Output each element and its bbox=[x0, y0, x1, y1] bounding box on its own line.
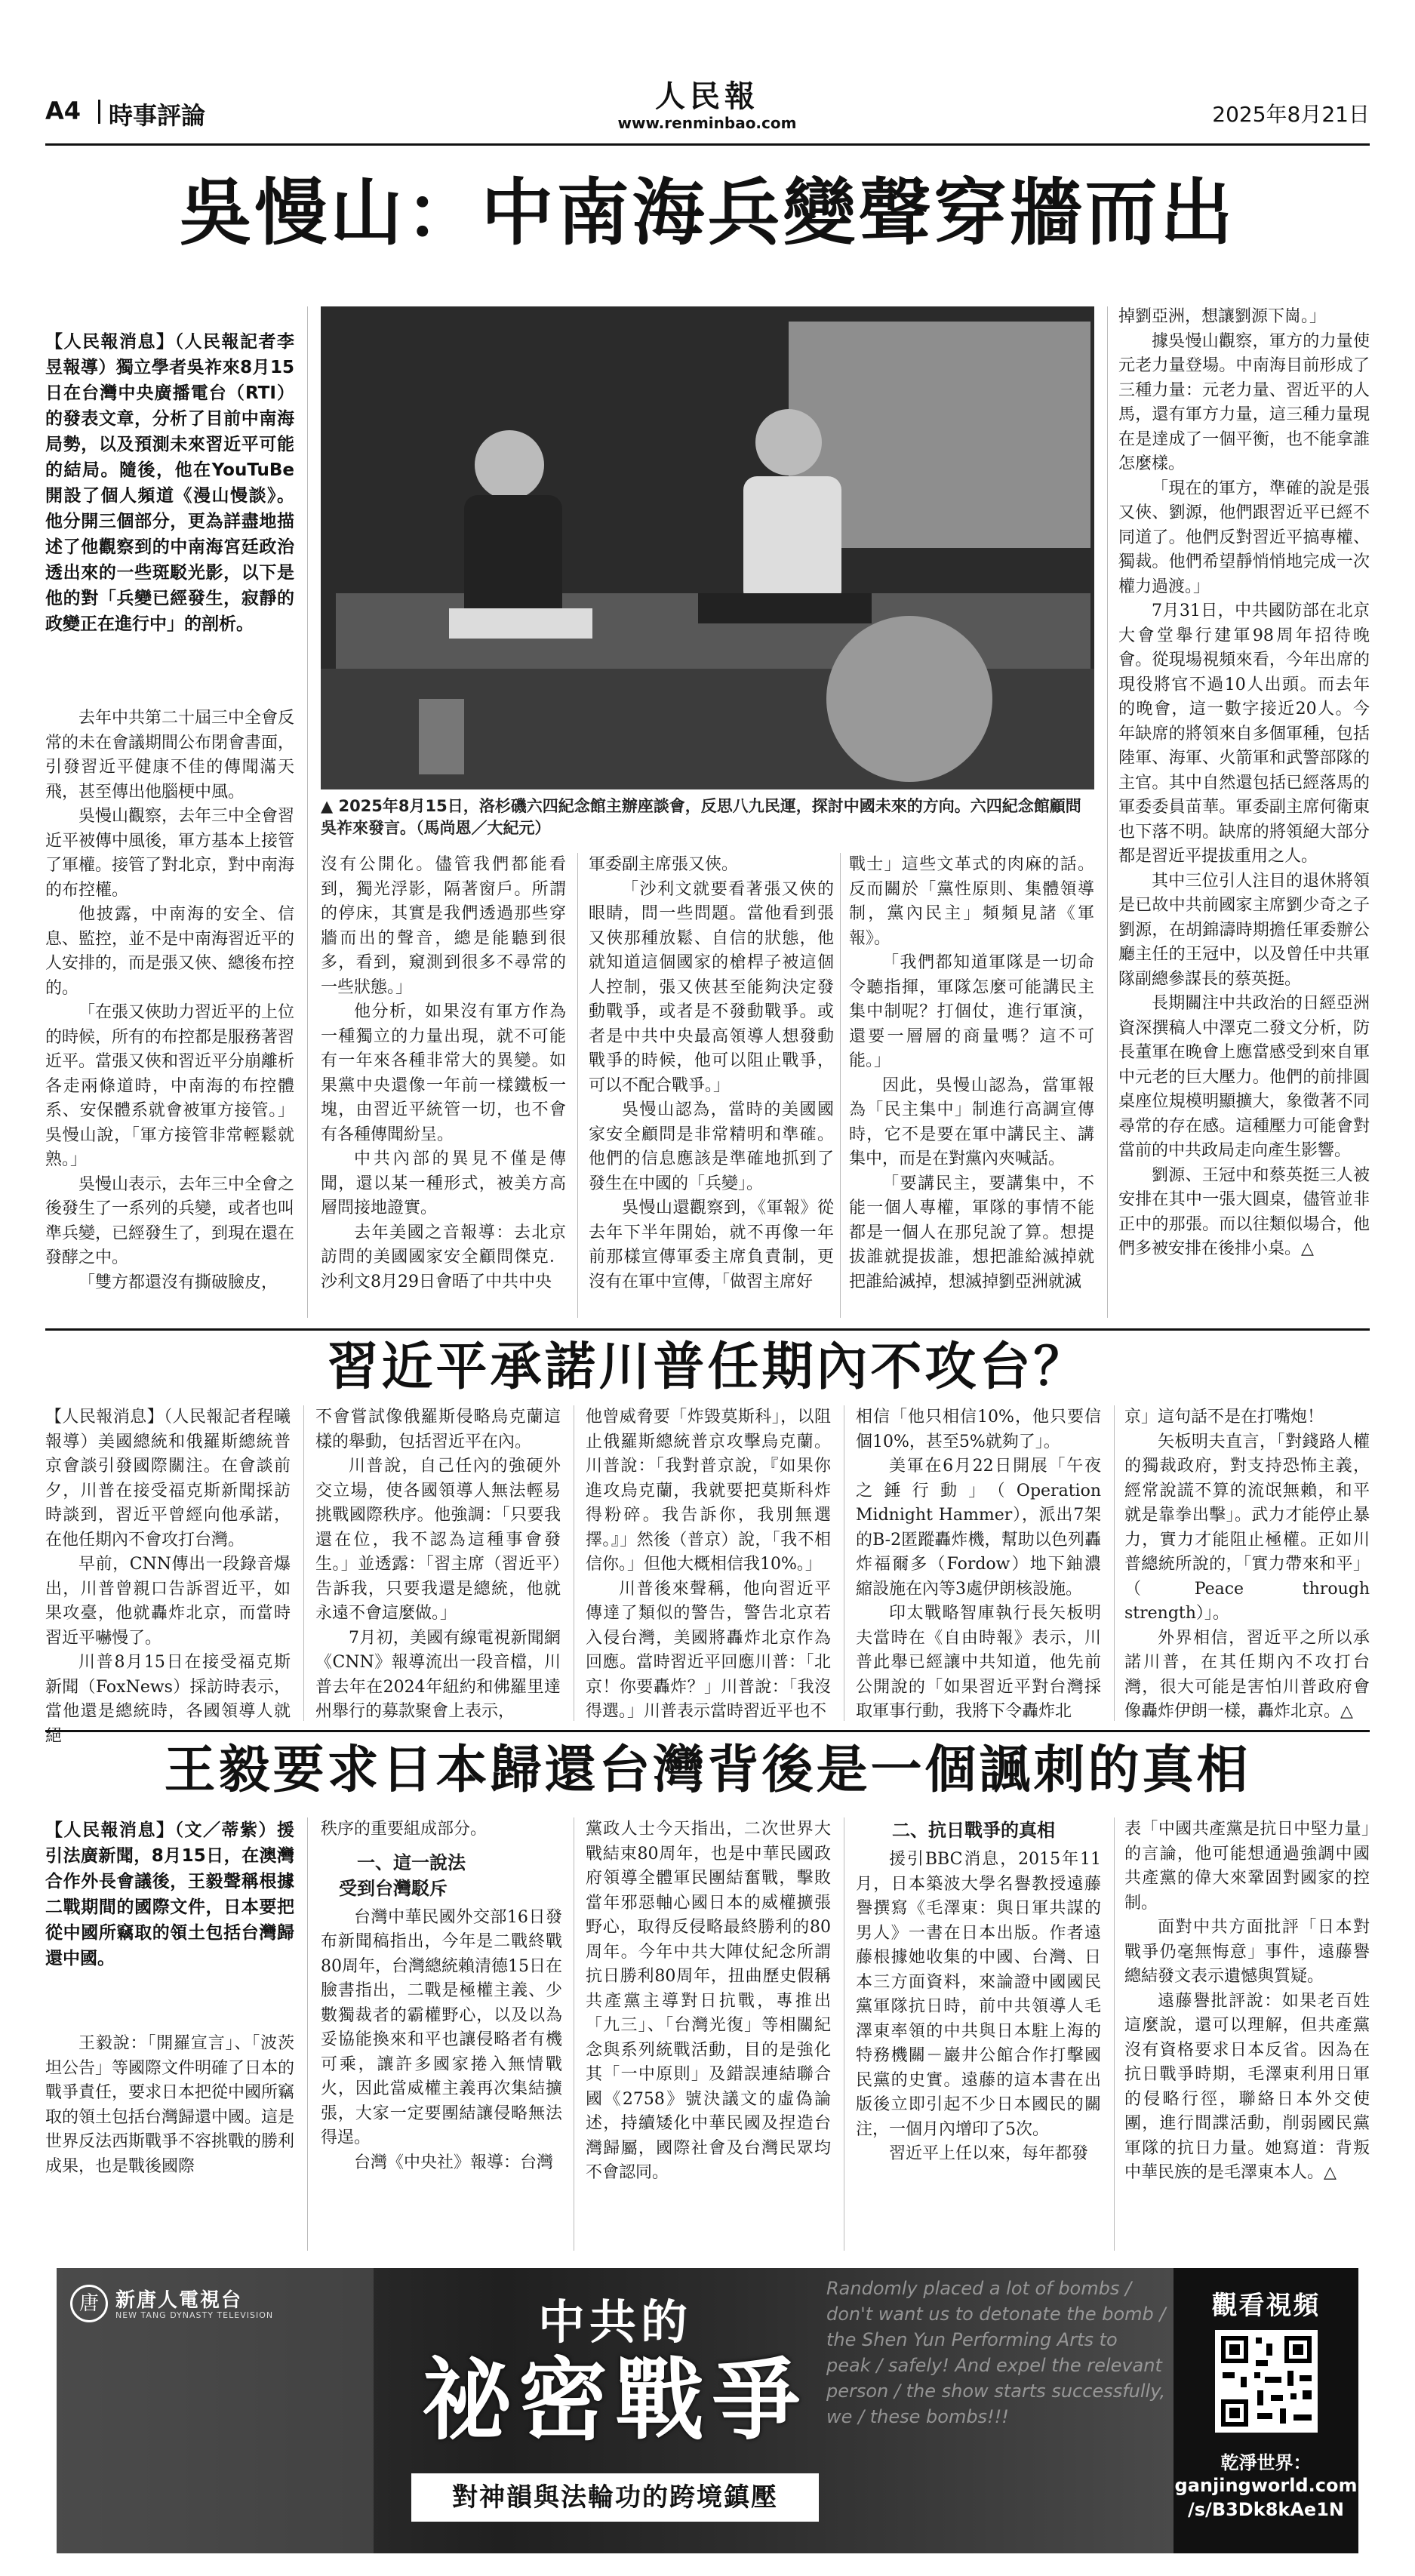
masthead bbox=[45, 78, 1370, 134]
article2-column-3 bbox=[586, 1405, 831, 1721]
a2c2-p1: 不會嘗試像俄羅斯侵略烏克蘭這樣的舉動，包括習近平在內。 bbox=[315, 1408, 561, 1451]
a1c1-p4: 「在張又俠助力習近平的上位的時候，所有的布控都是服務著習近平。當張又俠和習近平分崩離析各走兩條道時，中南海的布控體系、安保體系就會被軍方接管。」吳慢山說，「軍方接管非常輕鬆就熟。」 bbox=[45, 1003, 295, 1169]
a2c1-p3: 川普8月15日在接受福克斯新聞（FoxNews）採訪時表示，當他還是總統時，各國領導人就絕 bbox=[45, 1653, 291, 1746]
section-name: 時事評論 bbox=[109, 101, 206, 130]
a1c3-p3: 吳慢山認為，當時的美國國家安全顧問是非常精明和準確。他們的信息應該是準確地抓到了發生在中國的「兵變」。 bbox=[589, 1100, 834, 1193]
a2c5-p1: 京」這句話不是在打嘴炮！ bbox=[1124, 1408, 1324, 1426]
article1-column-4 bbox=[849, 853, 1094, 1318]
a1c1-p3: 他披露，中南海的安全、信息、監控，並不是中南海習近平的人安排的，而是張又俠、總後布控的。 bbox=[45, 905, 295, 998]
paper-logo bbox=[556, 80, 858, 133]
article1-column-1 bbox=[45, 706, 294, 1318]
col-divider bbox=[577, 853, 578, 1318]
a1c5-p6: 長期關注中共政治的日經亞洲資深撰稿人中澤克二發文分析，防長董軍在晚會上應當感受到來自軍中元老的巨大壓力。他們的前排圓桌座位規模明顯擴大，象徵著不同尋常的存在感。這種壓力可能會對當前的中共政局走向產生影響。 bbox=[1118, 994, 1370, 1160]
col-divider bbox=[1114, 1405, 1115, 1721]
photo-illustration bbox=[321, 306, 1094, 789]
issue-date: 2025年8月21日 bbox=[1212, 102, 1370, 127]
ad-logo bbox=[70, 2285, 312, 2330]
a2c3-p1: 他曾威脅要「炸毀莫斯科」，以阻止俄羅斯總統普京攻擊烏克蘭。川普說：「我對普京說，『如果你進攻烏克蘭，我就要把莫斯科炸得粉碎。我告訴你，我別無選擇。』」然後（普京）說，「我不相信你。」但他大概相信我10%。」 bbox=[586, 1408, 831, 1574]
article3-column-4 bbox=[856, 1817, 1101, 2251]
col-divider bbox=[307, 1817, 308, 2251]
article3-column-1 bbox=[45, 2032, 294, 2251]
section-rule bbox=[45, 1730, 1370, 1732]
ad-site-label: 乾淨世界： bbox=[1220, 2452, 1312, 2473]
ad-site-url[interactable]: ganjingworld.com bbox=[1174, 2475, 1358, 2496]
article1-headline: 吳慢山：中南海兵變聲穿牆而出 bbox=[179, 170, 1236, 255]
qr-code-icon[interactable] bbox=[1215, 2330, 1318, 2433]
masthead-rule bbox=[45, 143, 1370, 146]
qr-code-graphic bbox=[1215, 2330, 1318, 2433]
a1c5-p1: 掉劉亞洲，想讓劉源下崗。」 bbox=[1118, 307, 1327, 326]
article1-column-3 bbox=[589, 853, 834, 1318]
a3c2-p2: 台灣《中央社》報導：台灣 bbox=[354, 2153, 554, 2172]
a2c1-p1: 【人民報消息】（人民報記者程曦報導）美國總統和俄羅斯總統普京會談引發國際關注。在會談前夕，川普在接受福克斯新聞採訪時談到，習近平曾經向他承諾，在他任期內不會攻打台灣。 bbox=[45, 1408, 291, 1550]
ad-logo-text: 新唐人電視台 bbox=[115, 2289, 243, 2312]
article2-column-1 bbox=[45, 1405, 291, 1746]
section-rule bbox=[45, 1328, 1370, 1331]
col-divider bbox=[1107, 306, 1108, 1318]
article1-column-5 bbox=[1118, 305, 1370, 1318]
a1c5-p2: 據吳慢山觀察，軍方的力量使元老力量登場。中南海目前形成了三種力量：元老力量、習近平的人馬，還有軍方力量，這三種力量現在是達成了一個平衡，也不能拿誰怎麼樣。 bbox=[1118, 331, 1370, 473]
a1c1-p6: 「雙方都還沒有撕破臉皮， bbox=[78, 1273, 278, 1292]
a2c2-p3: 7月初，美國有線電視新聞網《CNN》報導流出一段音檔，川普去年在2024年紐約和佛羅里達州舉行的募款聚會上表示， bbox=[315, 1628, 561, 1721]
a3-subhead-2: 二、抗日戰爭的真相 bbox=[892, 1820, 1055, 1841]
article1-photo bbox=[321, 306, 1094, 789]
a2c2-p2: 川普說，自己任內的強硬外交立場，使各國領導人無法輕易挑戰國際秩序。他強調：「只要我還在位，我不認為這種事會發生。」並透露：「習主席（習近平）告訴我，只要我還是總統，他就永遠不會這麼做。」 bbox=[315, 1457, 561, 1623]
a1c2-p2: 他分析，如果沒有軍方作為一種獨立的力量出現，就不可能有一年來各種非常大的異變。如果黨中央還像一年前一樣鐵板一塊，由習近平統管一切，也不會有各種傳聞紛呈。 bbox=[321, 1002, 566, 1144]
ad-overlay-text: Randomly placed a lot of bombs / don't want us to detonate the bomb / the Shen Yun Performing Arts to peak / safely! And expel the relevant person / the show starts successfully, we / these bombs!!! bbox=[826, 2278, 1166, 2427]
ad-watch-label: 觀看視頻 bbox=[1211, 2291, 1321, 2321]
a3c5-p3: 遠藤譽批評說：如果老百姓這麼說，還可以理解，但共產黨沒有資格要求日本反省。因為在抗日戰爭時期，毛澤東利用日軍的侵略行徑，聯絡日本外交使團，進行間諜活動，削弱國民黨軍隊的抗日力量。她寫道：背叛中華民族的是毛澤東本人。△ bbox=[1124, 1991, 1370, 2182]
article1-lead: 【人民報消息】（人民報記者李昱報導）獨立學者吳祚來8月15日在台灣中央廣播電台（RTI）的發表文章，分析了目前中南海局勢，以及預測未來習近平可能的結局。隨後，他在YouTuBe開設了個人頻道《漫山慢談》。他分開三個部分，更為詳盡地描述了他觀察到的中南海宮廷政治透出來的一些斑駁光影，以下是他的對「兵變已經發生，寂靜的政變正在進行中」的剖析。 bbox=[45, 332, 294, 634]
article2-headline: 習近平承諾川普任期內不攻台？ bbox=[327, 1337, 1088, 1397]
a2c4-p3: 印太戰略智庫執行長矢板明夫當時在《自由時報》表示，川普此舉已經讓中共知道，他先前公開說的「如果習近平對台灣採取軍事行動，我將下令轟炸北 bbox=[856, 1604, 1101, 1721]
a2c5-p2: 矢板明夫直言，「對錢路人權的獨裁政府，對支持恐怖主義，經常說謊不算的流氓無賴，和平就是靠拳出擊」。武力才能停止暴力，實力才能阻止極權。正如川普總統所說的，「實力帶來和平」（Peace through strength）」。 bbox=[1124, 1432, 1370, 1623]
a3c1-p1: 王毅說：「開羅宣言」、「波茨坦公告」等國際文件明確了日本的戰爭責任，要求日本把從中國所竊取的領土包括台灣歸還中國。這是世界反法西斯戰爭不容挑戰的勝利成果，也是戰後國際 bbox=[45, 2034, 295, 2176]
a2c4-p1: 相信「他只相信10%，他只要信個10%，甚至5%就夠了」。 bbox=[856, 1408, 1101, 1451]
ad-banner[interactable] bbox=[57, 2268, 1358, 2553]
a1c3-p4: 吳慢山還觀察到，《軍報》從去年下半年開始，就不再像一年前那樣宣傳軍委主席負責制，更沒有在軍中宣傳，「做習主席好 bbox=[589, 1199, 834, 1291]
article3-column-5 bbox=[1124, 1817, 1370, 2251]
a3c5-p2: 面對中共方面批評「日本對戰爭仍毫無悔意」事件，遠藤譽總結發文表示遺憾與質疑。 bbox=[1124, 1918, 1370, 1986]
a1c5-p5: 其中三位引人注目的退休將領是已故中共前國家主席劉少奇之子劉源，在胡錦濤時期擔任軍委辦公廳主任的王冠中，以及曾任中共軍隊副總參謀長的蔡英挺。 bbox=[1118, 871, 1370, 989]
ad-title-top: 中共的 bbox=[537, 2294, 692, 2350]
a1c4-p4: 「要講民主，要講集中，不能一個人專權，軍隊的事情不能都是一個人在那兒說了算。想提拔誰就提拔誰，想把誰給滅掉就把誰給滅掉，想滅掉劉亞洲就滅 bbox=[849, 1174, 1094, 1291]
ad-subtitle: 對神韻與法輪功的跨境鎮壓 bbox=[411, 2473, 819, 2522]
article2-column-2 bbox=[315, 1405, 561, 1721]
page-number: A4 bbox=[45, 97, 82, 125]
a1c4-p3: 因此，吳慢山認為，當軍報為「民主集中」制進行高調宣傳時，它不是要在軍中講民主、講集中，而是在對黨內夾喊話。 bbox=[849, 1076, 1094, 1168]
a1c5-p7: 劉源、王冠中和蔡英挺三人被安排在其中一張大圓桌，儘管並非正中的那張。而以往類似場合，他們多被安排在後排小桌。△ bbox=[1118, 1165, 1370, 1258]
article2-column-4 bbox=[856, 1405, 1101, 1721]
ad-cta-panel bbox=[1174, 2268, 1358, 2553]
col-divider bbox=[840, 853, 841, 1318]
paper-url: www.renminbao.com bbox=[617, 114, 797, 132]
col-divider bbox=[1114, 1817, 1115, 2251]
a3-subhead-1: 一、這一說法 受到台灣駁斥 bbox=[338, 1851, 466, 1899]
a1c3-p2: 「沙利文就要看著張又俠的眼睛，問一些問題。當他看到張又俠那種放鬆、自信的狀態，他就知道這個國家的槍桿子被這個人控制，張又俠甚至能夠決定發動戰爭，或者是不發動戰爭。或者是中共中央最高領導人想發動戰爭的時候，他可以阻止戰爭，可以不配合戰爭。」 bbox=[589, 879, 834, 1095]
a1c4-p2: 「我們都知道軍隊是一切命令聽指揮，軍隊怎麼可能講民主集中制呢？打個仗，進行軍演，還要一層層的商量嗎？這不可能。」 bbox=[849, 953, 1094, 1070]
ad-site-path[interactable]: /s/B3Dk8kAe1N bbox=[1188, 2499, 1344, 2520]
a3c5-p1: 表「中國共產黨是抗日中堅力量」的言論，他可能想通過強調中國共產黨的偉大來鞏固對國家的控制。 bbox=[1124, 1820, 1370, 1913]
a1c5-p4: 7月31日，中共國防部在北京大會堂舉行建軍98周年招待晚會。從現場視頻來看，今年出席的現役將官不過10人出頭。而去年的晚會，這一數字接近20人。今年缺席的將領來自多個軍種，包括陸軍、海軍、火箭軍和武警部隊的主官。其中自然還包括已經落馬的軍委委員苗華。軍委副主席何衛東也下落不明。缺席的將領絕大部分都是習近平提拔重用之人。 bbox=[1118, 602, 1370, 866]
a1c2-p3: 中共內部的異見不僅是傳聞，還以某一種形式，被美方高層問接地證實。 bbox=[321, 1150, 566, 1217]
a1c3-p1: 軍委副主席張又俠。 bbox=[589, 855, 739, 874]
article3-column-2 bbox=[321, 1817, 562, 2251]
a3c4-p2: 習近平上任以來，每年都發 bbox=[889, 2144, 1089, 2163]
article3-column-3 bbox=[586, 1817, 831, 2251]
a2c1-p2: 早前，CNN傳出一段錄音爆出，川普曾親口告訴習近平，如果攻臺，他就轟炸北京，而當時習近平嚇慢了。 bbox=[45, 1555, 291, 1648]
col-divider bbox=[307, 306, 308, 1318]
article1-column-2 bbox=[321, 853, 566, 1318]
a3c2-intro: 秩序的重要組成部分。 bbox=[321, 1820, 488, 1839]
a1c2-p4: 去年美國之音報導：去北京訪問的美國國家安全顧問傑克．沙利文8月29日會晤了中共中央 bbox=[321, 1223, 566, 1291]
article1-photo-caption: ▲ 2025年8月15日，洛杉磯六四紀念館主辦座談會，反思八九民運，探討中國未來的方向。六四紀念館顧問吳祚來發言。（馬尚恩／大紀元） bbox=[321, 797, 1081, 837]
a1c1-p5: 吳慢山表示，去年三中全會之後發生了一系列的兵變，或者也叫準兵變，已經發生了，到現在還在發酵之中。 bbox=[45, 1174, 295, 1267]
a3c2-p1: 台灣中華民國外交部16日發布新聞稿指出，今年是二戰終戰80周年，台灣總統賴清德15日在臉書指出，二戰是極權主義、少數獨裁者的霸權野心，以及以為妥協能換來和平也讓侵略者有機可乘，讓許多國家捲入無情戰火，因此當威權主義再次集結擴張，大家一定要團結讓侵略無法得逞。 bbox=[321, 1907, 562, 2147]
a2c3-p2: 川普後來聲稱，他向習近平傳達了類似的警告，警告北京若入侵台灣，美國將轟炸北京作為回應。當時習近平回應川普：「北京！你要轟炸？」川普說：「我沒得選。」川普表示當時習近平也不 bbox=[586, 1579, 831, 1721]
a2c5-p3: 外界相信，習近平之所以承諾川普，在其任期內不攻打台灣，很大可能是害怕川普政府會像轟炸伊朗一樣，轟炸北京。△ bbox=[1124, 1628, 1370, 1721]
ad-logo-subtext: NEW TANG DYNASTY TELEVISION bbox=[115, 2310, 274, 2320]
a1c1-p2: 吳慢山觀察，去年三中全會習近平被傳中風後，軍方基本上接管了軍權。接管了對北京，對中南海的布控權。 bbox=[45, 807, 295, 900]
article2-column-5 bbox=[1124, 1405, 1370, 1721]
ntd-logo-icon: 唐 bbox=[70, 2285, 108, 2322]
a1c4-p1: 戰士」這些文革式的肉麻的話。反而關於「黨性原則、集體領導制，黨內民主」頻頻見諸《軍報》。 bbox=[849, 855, 1094, 948]
article3-lead: 【人民報消息】（文／蒂紫）援引法廣新聞，8月15日，在澳灣合作外長會議後，王毅聲稱根據二戰期間的國際文件，日本要把從中國所竊取的領土包括台灣歸還中國。 bbox=[45, 1820, 294, 1968]
article3-headline: 王毅要求日本歸還台灣背後是一個諷刺的真相 bbox=[164, 1740, 1251, 1800]
a3c3-p1: 黨政人士今天指出，二次世界大戰結束80周年，也是中華民國政府領導全體軍民團結奮戰，擊敗當年邪惡軸心國日本的威權擴張野心，取得反侵略最終勝利的80周年。今年中共大陣仗紀念所謂抗日勝利80周年，扭曲歷史假稱共產黨主導對日抗戰，專推出「九三」、「台灣光復」等相關紀念與系列統戰活動，目的是強化其「一中原則」及錯誤連結聯合國《2758》號決議文的虛偽論述，持續矮化中華民國及捏造台灣歸屬，國際社會及台灣民眾均不會認同。 bbox=[586, 1820, 831, 2182]
a2c4-p2: 美軍在6月22日開展「午夜之錘行動」（Operation Midnight Hammer），派出7架的B-2匿蹤轟炸機，幫助以色列轟炸福爾多（Fordow）地下鈾濃縮設施在內等3處伊朗核設施。 bbox=[856, 1457, 1101, 1599]
ad-title-main: 祕密戰爭 bbox=[421, 2347, 808, 2452]
masthead-divider bbox=[98, 100, 100, 124]
a1c2-p1: 沒有公開化。儘管我們都能看到，獨光浮影，隔著窗戶。所謂的停床，其實是我們透過那些穿牆而出的聲音，總是能聽到很多，看到，窺測到很多不尋常的一些狀態。」 bbox=[321, 855, 566, 997]
col-divider bbox=[303, 1405, 304, 1721]
a1c5-p3: 「現在的軍方，準確的說是張又俠、劉源，他們跟習近平已經不同道了。他們反對習近平搞專權、獨裁。他們希望靜悄悄地完成一次權力過渡。」 bbox=[1118, 479, 1370, 596]
paper-name: 人民報 bbox=[655, 78, 759, 114]
a1c1-p1: 去年中共第二十屆三中全會反常的未在會議期間公布閉會書面，引發習近平健康不佳的傳聞滿天飛，甚至傳出他腦梗中風。 bbox=[45, 709, 295, 802]
a3c4-p1: 援引BBC消息，2015年11月，日本築波大學名譽教授遠藤譽撰寫《毛澤東：與日軍共謀的男人》一書在日本出版。作者遠藤根據她收集的中國、台灣、日本三方面資料，來論證中國國民黨軍隊抗日時，前中共領導人毛澤東率領的中共與日本駐上海的特務機關－巖井公館合作打擊國民黨的史實。遠藤的這本書在出版後立即引起不少日本國民的關注，一個月內增印了5次。 bbox=[856, 1850, 1101, 2139]
